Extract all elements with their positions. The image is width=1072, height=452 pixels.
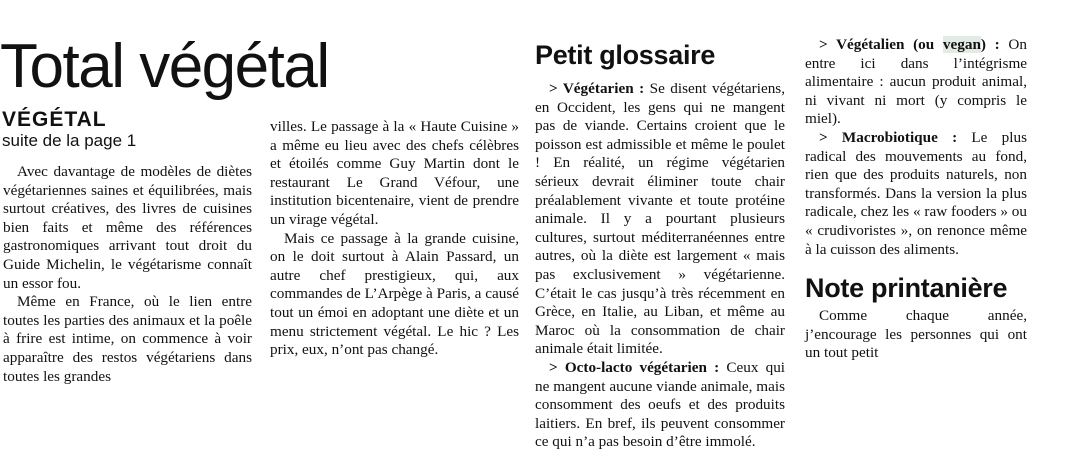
glossary-entry-macrobiotique	[805, 129, 1027, 259]
paragraph: villes. Le passage à la « Haute Cuisine » a même eu lieu avec des chefs célèbres et étoilés comme Guy Martin dont le restaurant Le Grand Véfour, une institution bicentenaire, vient de prendre un virage végétal.	[270, 118, 519, 228]
glossary-term: > Végétarien :	[549, 80, 645, 97]
paragraph: Comme chaque année, j’encourage les personnes qui ont un tout petit	[805, 307, 1027, 362]
term-part: ) :	[980, 36, 1000, 53]
glossary-entry-vegetalien	[805, 36, 1027, 129]
glossary-definition: On entre ici dans l’intégrisme alimentaire : aucun produit animal, ni vivant ni mort (y compris le miel).	[805, 36, 1027, 128]
continued-from-label: suite de la page 1	[2, 131, 137, 150]
section-kicker: VÉGÉTAL	[2, 108, 107, 131]
glossary-term: > Macrobiotique :	[819, 128, 958, 146]
glossary-definition: Ceux qui ne mangent aucune viande animale, mais consomment des oeufs et des produits laitiers. En bref, ils peuvent consommer ce qui n’a pas besoin d’être immolé.	[535, 358, 786, 451]
highlighted-word: vegan	[942, 36, 981, 53]
paragraph: Avec davantage de modèles de diètes végétariennes saines et équilibrées, mais surtout créatives, des livres de cuisines bien faits et même des références gastronomiques arrivant tout droit du Guide Michelin, le végétarisme connaît un essor fou.	[3, 163, 252, 292]
glossary-term	[819, 36, 1000, 53]
article-column-1	[3, 163, 252, 386]
glossary-term: > Octo-lacto végétarien :	[549, 358, 720, 376]
paragraph: Même en France, où le lien entre toutes les parties des animaux et la poêle à frire est intime, on commence à voir apparaître des restos végétariens dans toutes les grandes	[3, 293, 252, 385]
glossary-entry-vegetarien	[535, 80, 785, 359]
glossary-entry-octo-lacto	[535, 359, 785, 452]
note-heading: Note printanière	[805, 273, 1008, 304]
term-part: > Végétalien (ou	[819, 36, 943, 53]
article-title: Total végétal	[0, 32, 329, 101]
glossary-definition: Se disent végétariens, en Occident, les gens qui ne mangent pas de viande. Certains croient que le poisson est admissible et même le poulet ! En réalité, un régime végétarien sérieux devrait éliminer toute chair préalablement vivante et toute protéine animale. Il y a pourtant plusieurs cultures, surtout méditerranéennes entre autres, où la diète est largement « mais pas exclusivement » végétarienne. C’était le cas jusqu’à très récemment en Grèce, en Italie, au Liban, et même au Maroc où la consommation de chair animale était limitée.	[535, 80, 785, 358]
glossary-heading: Petit glossaire	[535, 40, 716, 70]
glossary-definition: Le plus radical des mouvements au fond, rien que des produits naturels, non transformés. Dans la version la plus radicale, chez les « raw fooders » ou « crudivoristes », on renonce même à la cuisson des aliments.	[805, 128, 1027, 258]
article-column-2	[270, 118, 519, 360]
glossary-column-continued	[805, 36, 1027, 363]
paragraph: Mais ce passage à la grande cuisine, on le doit surtout à Alain Passard, un autre chef prestigieux, qui, aux commandes de L’Arpège à Paris, a causé tout un émoi en adoptant une diète et un menu strictement végétal. Le hic ? Les prix, eux, n’ont pas changé.	[270, 229, 519, 359]
glossary-column	[535, 38, 785, 452]
